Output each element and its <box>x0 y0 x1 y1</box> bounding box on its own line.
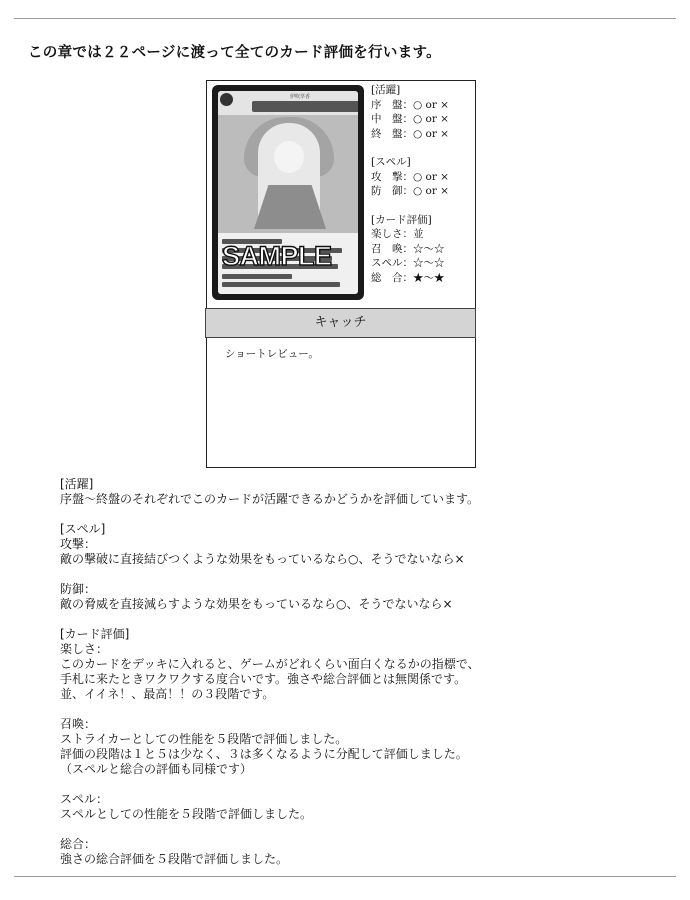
notes-fun-body-1: このカードをデッキに入れると、ゲームがどれくらい面白くなるかの指標で、 <box>60 657 480 671</box>
notes-summon-body-3: （スペルと総合の評価も同様です） <box>60 762 253 776</box>
stats-katsuyaku-header: [活躍] <box>371 84 401 96</box>
notes-attack-body: 敵の撃破に直接結びつくような効果をもっているなら○、そうでないなら× <box>60 552 465 566</box>
stat-joban: 序 盤：○ or × <box>371 98 449 111</box>
sample-watermark: SAMPLE <box>222 241 332 271</box>
notes-spell-body: スペルとしての性能を５段階で評価しました。 <box>60 807 313 821</box>
evaluation-notes <box>60 477 480 867</box>
page-heading: この章では２２ページに渡って全てのカード評価を行います。 <box>28 45 441 61</box>
top-divider <box>14 18 676 19</box>
bottom-divider <box>14 876 676 877</box>
catch-bar: キャッチ <box>205 308 476 338</box>
notes-defense-body: 敵の脅威を直接減らすような効果をもっているなら○、そうでないなら× <box>60 597 453 611</box>
notes-defense-label: 防御： <box>60 582 97 596</box>
stats-spell-header: [スペル] <box>371 156 411 168</box>
notes-spell-header: [スペル] <box>60 522 106 536</box>
notes-attack-label: 攻撃： <box>60 537 97 551</box>
stat-kougeki: 攻 撃：○ or × <box>371 170 449 183</box>
card-artwork <box>218 115 358 233</box>
notes-summon-body-2: 評価の段階は１と５は少なく、３は多くなるように分配して評価しました。 <box>60 747 468 761</box>
card-name-plate <box>252 101 358 112</box>
notes-fun-body-2: 手札に来たときワクワクする度合いです。強さや総合評価とは無関係です。 <box>60 672 467 686</box>
stat-tanoshisa: 楽しさ：並 <box>371 228 424 240</box>
notes-fun-label: 楽しさ： <box>60 642 109 656</box>
notes-card-header: [カード評価] <box>60 627 130 641</box>
card-image <box>212 85 364 300</box>
notes-katsuyaku-header: [活躍] <box>60 477 94 491</box>
card-stats <box>371 83 449 285</box>
stat-shuban: 終 盤：○ or × <box>371 127 449 140</box>
notes-total-label: 総合： <box>60 837 97 851</box>
stat-sougou: 総 合：★～★ <box>371 271 445 284</box>
notes-katsuyaku-body: 序盤～終盤のそれぞれでこのカードが活躍できるかどうかを評価しています。 <box>60 492 480 506</box>
stats-card-header: [カード評価] <box>371 213 432 226</box>
short-review: ショートレビュー。 <box>225 348 319 360</box>
notes-spell-label: スペル： <box>60 792 109 806</box>
card-title-bar <box>218 91 358 116</box>
card-subtitle: 伊吹萃香 <box>290 94 311 100</box>
stat-spell: スペル：☆～☆ <box>371 257 445 269</box>
notes-summon-label: 召喚： <box>60 717 97 731</box>
stat-chuban: 中 盤：○ or × <box>371 113 449 125</box>
stat-shoukan: 召 喚：☆～☆ <box>371 242 445 255</box>
notes-fun-body-3: 並、イイネ！、最高！！の３段階です。 <box>60 687 275 701</box>
stat-bougyo: 防 御：○ or × <box>371 185 449 197</box>
card-attribute-icon <box>220 93 233 106</box>
notes-total-body: 強さの総合評価を５段階で評価しました。 <box>60 852 289 866</box>
notes-summon-body-1: ストライカーとしての性能を５段階で評価しました。 <box>60 732 348 746</box>
sample-evaluation-box <box>206 80 476 468</box>
